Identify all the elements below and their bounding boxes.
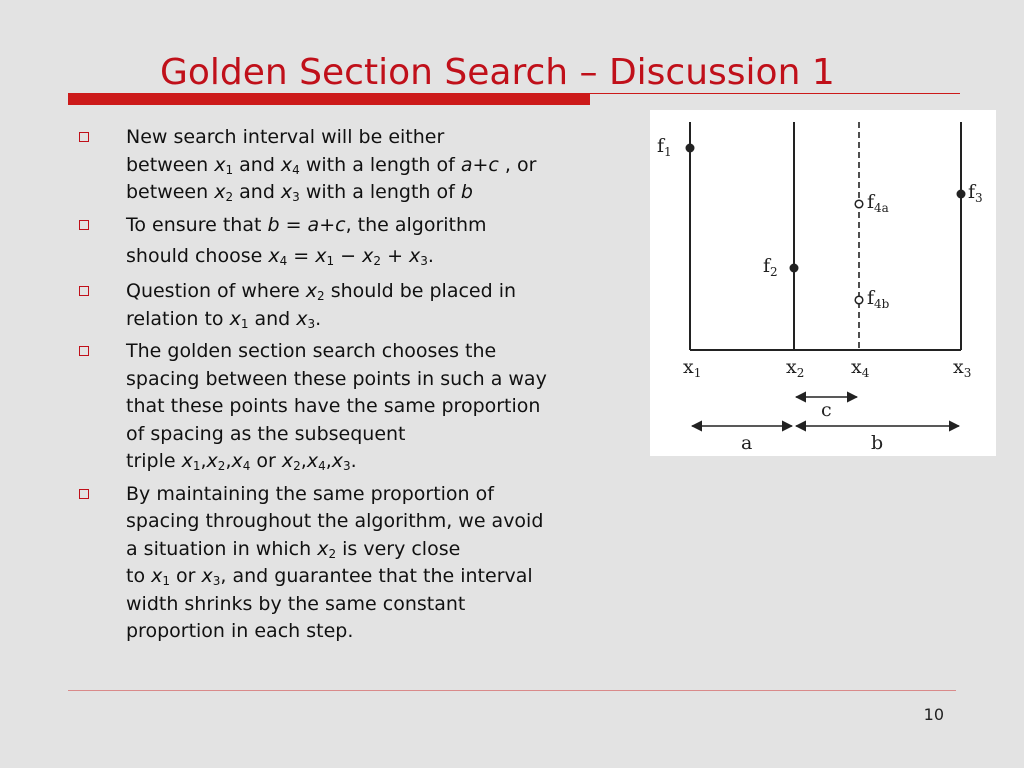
bullet-line: spacing between these points in such a way bbox=[126, 367, 547, 390]
bullet-line: relation to $x_1$ and $x_3$. bbox=[126, 307, 322, 331]
golden-section-diagram bbox=[650, 110, 996, 456]
footer-divider bbox=[68, 690, 956, 691]
bullet-line: between $x_1$ and $x_4$ with a length of a+c , or bbox=[126, 153, 537, 177]
square-bullet-icon bbox=[79, 489, 89, 499]
label-x1: $x_1$ bbox=[683, 356, 702, 380]
label-x2: $x_2$ bbox=[786, 356, 805, 380]
bullet-line: to $x_1$ or $x_3$, and guarantee that the interval bbox=[126, 565, 533, 588]
bullet-line: between $x_2$ and $x_3$ with a length of b bbox=[126, 181, 473, 204]
label-f1: $f_1$ bbox=[657, 135, 672, 159]
label-f4b: $f_{4b}$ bbox=[867, 287, 890, 311]
bullet-line: New search interval will be either bbox=[126, 126, 445, 148]
bullet-line: spacing throughout the algorithm, we avoid bbox=[126, 510, 544, 532]
bullet-item bbox=[76, 338, 636, 476]
bullet-line: should choose $x_4 = x_1 - x_2 + x_3$. bbox=[126, 245, 434, 268]
slide-title: Golden Section Search – Discussion 1 bbox=[160, 52, 835, 93]
bullet-line: To ensure that b = a+c, the algorithm bbox=[126, 213, 487, 236]
diagram-svg bbox=[650, 110, 996, 456]
label-b: b bbox=[871, 432, 884, 454]
point-f2 bbox=[790, 264, 799, 273]
page-number: 10 bbox=[923, 705, 944, 724]
bullet-line: Question of where $x_2$ should be placed in bbox=[126, 280, 517, 303]
label-f4a: $f_{4a}$ bbox=[867, 191, 889, 215]
bullet-line: that these points have the same proportion bbox=[126, 395, 541, 417]
title-underline-thick bbox=[68, 93, 590, 105]
bullet-item bbox=[76, 212, 636, 274]
bullet-item bbox=[76, 481, 636, 646]
label-f2: $f_2$ bbox=[763, 255, 778, 279]
bullet-line: proportion in each step. bbox=[126, 620, 354, 642]
point-f4a bbox=[855, 200, 863, 208]
point-f3 bbox=[957, 190, 966, 199]
bullet-line: The golden section search chooses the bbox=[126, 340, 497, 362]
bullet-list bbox=[76, 124, 636, 651]
square-bullet-icon bbox=[79, 346, 89, 356]
bullet-item bbox=[76, 124, 636, 207]
bullet-line: By maintaining the same proportion of bbox=[126, 482, 494, 505]
label-x4: $x_4$ bbox=[851, 356, 870, 380]
label-a: a bbox=[741, 432, 753, 454]
square-bullet-icon bbox=[79, 220, 89, 230]
square-bullet-icon bbox=[79, 286, 89, 296]
label-c: c bbox=[821, 399, 832, 421]
label-x3: $x_3$ bbox=[953, 356, 972, 380]
bullet-line: width shrinks by the same constant bbox=[126, 592, 466, 615]
square-bullet-icon bbox=[79, 132, 89, 142]
bullet-line: of spacing as the subsequent bbox=[126, 422, 406, 445]
bullet-item bbox=[76, 278, 636, 333]
bullet-line: a situation in which $x_2$ is very close bbox=[126, 537, 461, 561]
title-underline-thin bbox=[590, 93, 960, 94]
label-f3: $f_3$ bbox=[968, 181, 983, 205]
point-f4b bbox=[855, 296, 863, 304]
point-f1 bbox=[686, 144, 695, 153]
bullet-line: triple $x_1,x_2,x_4$ or $x_2,x_4,x_3$. bbox=[126, 450, 357, 473]
